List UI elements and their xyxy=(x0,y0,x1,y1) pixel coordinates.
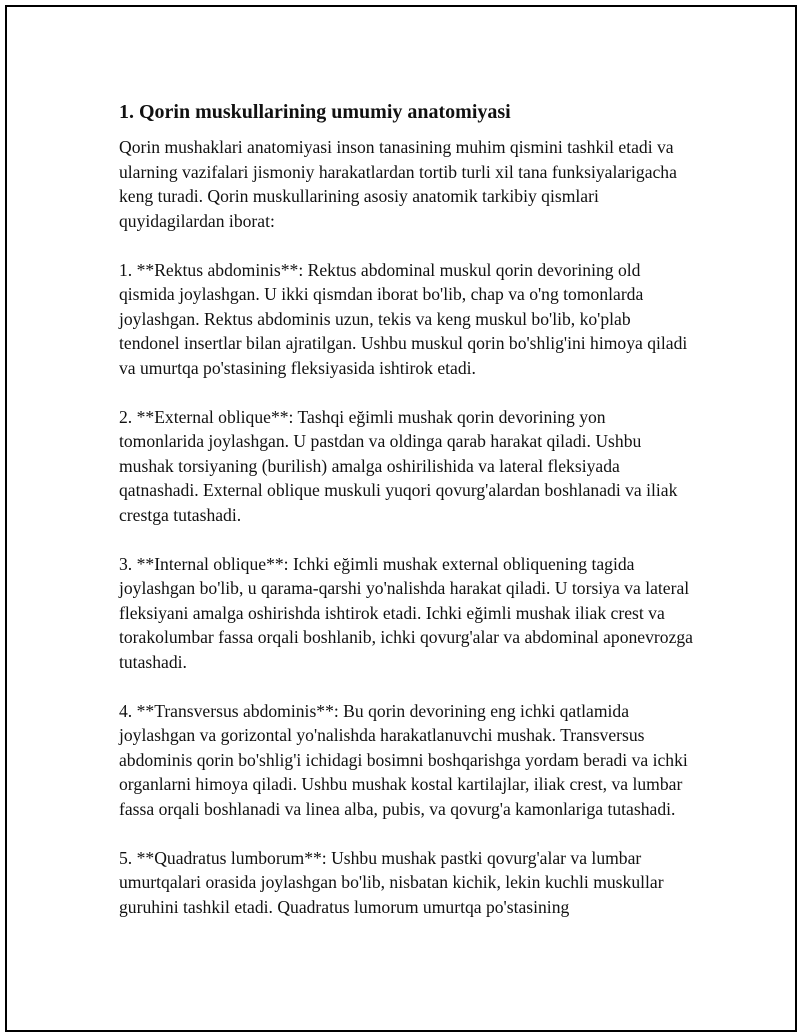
paragraph-transversus-abdominis: 4. **Transversus abdominis**: Bu qorin devorining eng ichki qatlamida joylashgan va gorizontal yo'nalishda harakatlanuvchi mushak. Transversus abdominis qorin bo'shlig'i ichidagi bosimni boshqarishga yordam beradi va ichki organlarni himoya qiladi. Ushbu mushak kostal kartilajlar, iliak crest, va lumbar fassa orqali boshlanadi va linea alba, pubis, va qovurg'a kamonlariga tutashadi. xyxy=(119,700,688,819)
document-body xyxy=(119,99,694,944)
document-page xyxy=(5,5,797,1032)
paragraph-external-oblique: 2. **External oblique**: Tashqi eğimli mushak qorin devorining yon tomonlarida joylashgan. U pastdan va oldinga qarab harakat qiladi. Ushbu mushak torsiyaning (burilish) amalga oshirilishida va lateral fleksiyada qatnashadi. External oblique muskuli yuqori qovurg'alardan boshlanadi va iliak crestga tutashadi. xyxy=(119,406,678,525)
paragraph-rektus-abdominis: 1. **Rektus abdominis**: Rektus abdominal muskul qorin devorining old qismida joylashgan. U ikki qismdan iborat bo'lib, chap va o'ng tomonlarda joylashgan. Rektus abdominis uzun, tekis va keng muskul bo'lib, ko'plab tendonel insertlar bilan ajratilgan. Ushbu muskul qorin bo'shlig'ini himoya qiladi va umurtqa po'stasining fleksiyasida ishtirok etadi. xyxy=(119,259,688,378)
section-heading: 1. Qorin muskullarining umumiy anatomiyasi xyxy=(119,101,511,123)
intro-paragraph: Qorin mushaklari anatomiyasi inson tanasining muhim qismini tashkil etadi va ularning vazifalari jismoniy harakatlardan tortib turli xil tana funksiyalarigacha keng turadi. Qorin muskullarining asosiy anatomik tarkibiy qismlari quyidagilardan iborat: xyxy=(119,137,677,231)
paragraph-quadratus-lumborum: 5. **Quadratus lumborum**: Ushbu mushak pastki qovurg'alar va lumbar umurtqalari orasida joylashgan bo'lib, nisbatan kichik, lekin kuchli muskullar guruhini tashkil etadi. Quadratus lumorum umurtqa po'stasining xyxy=(119,847,664,917)
paragraph-internal-oblique: 3. **Internal oblique**: Ichki eğimli mushak external obliquening tagida joylashgan bo'lib, u qarama-qarshi yo'nalishda harakat qiladi. U torsiya va lateral fleksiyani amalga oshirishda ishtirok etadi. Ichki eğimli mushak iliak crest va torakolumbar fassa orqali boshlanib, ichki qovurg'alar va abdominal aponevrozga tutashadi. xyxy=(119,553,693,672)
